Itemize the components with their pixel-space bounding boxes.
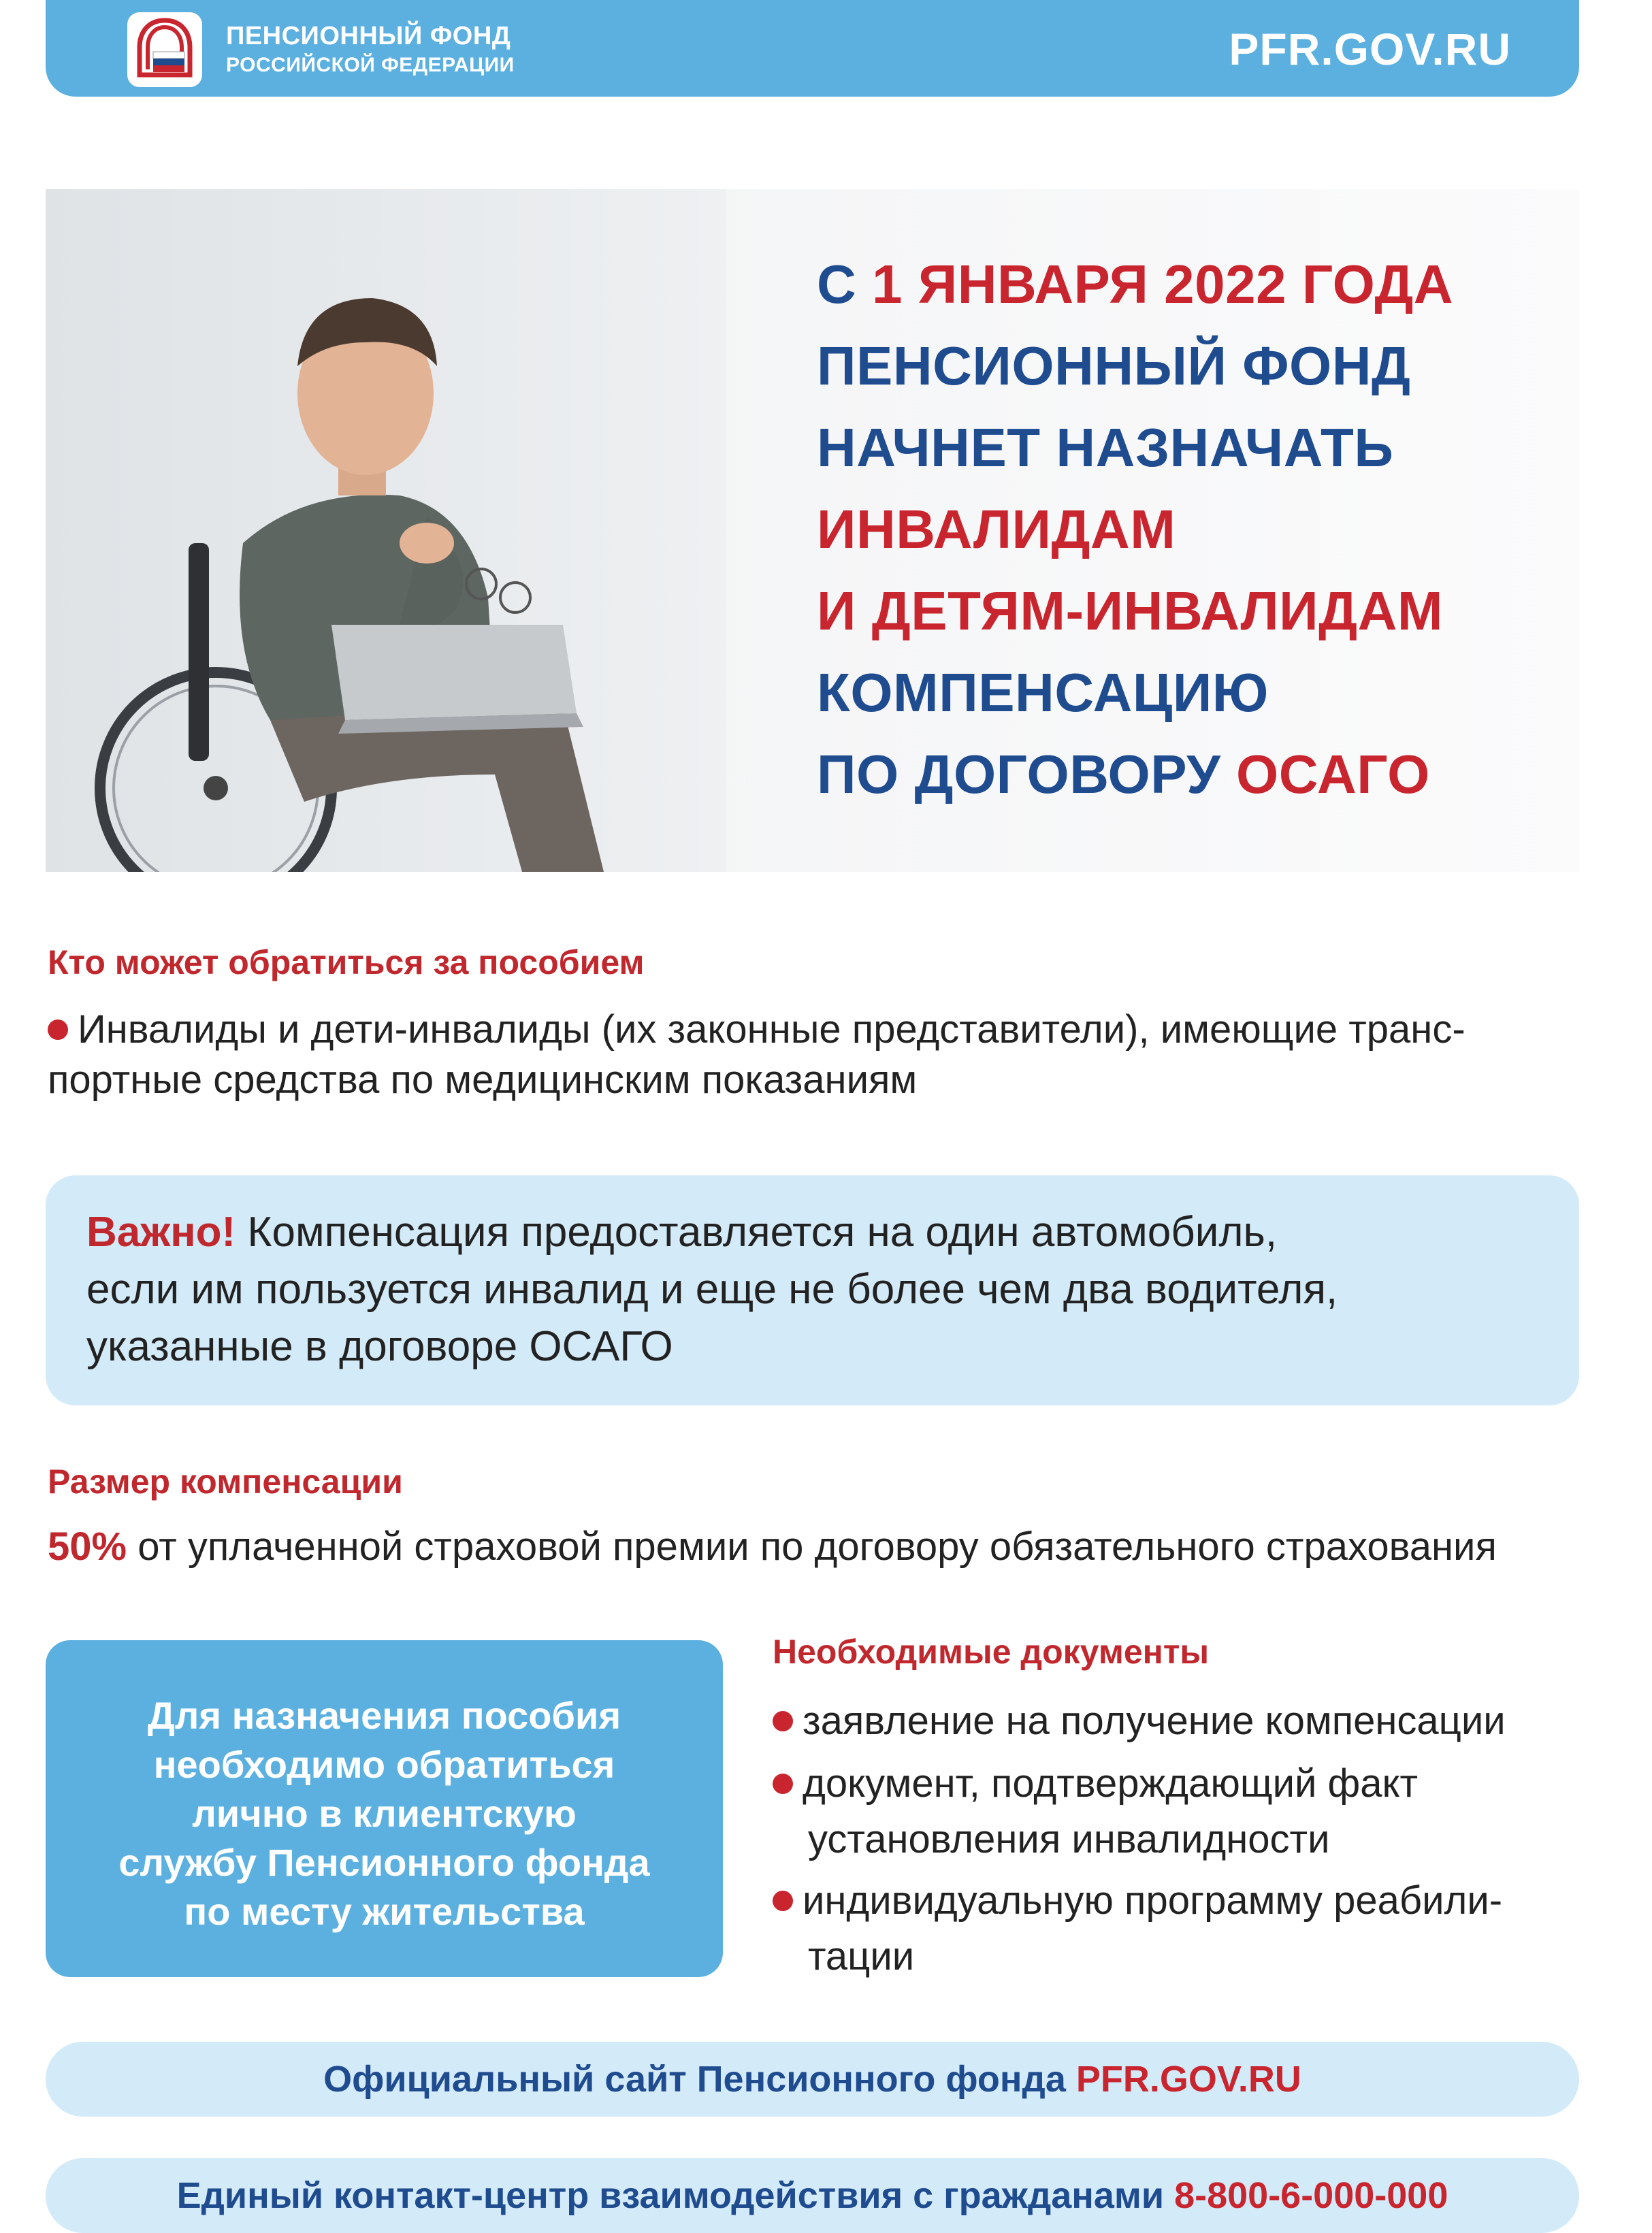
document-item: [773, 1873, 1589, 1985]
document-item-text-cont: установления инвалидности: [808, 1817, 1330, 1861]
hero-title-line5: И ДЕТЯМ-ИНВАЛИДАМ: [817, 581, 1444, 641]
org-name: [226, 20, 515, 79]
official-site-label: Официальный сайт Пенсионного фонда: [323, 2059, 1076, 2100]
important-line2: если им пользуется инвалид и еще не более чем два водителя,: [86, 1266, 1338, 1313]
hero-title: [817, 244, 1453, 815]
hero-title-line1: [817, 244, 1453, 325]
bullet-icon: [773, 1891, 793, 1911]
hero-title-line3: НАЧНЕТ НАЗНАЧАТЬ: [817, 417, 1394, 478]
document-item: [773, 1693, 1589, 1749]
apply-in-person-box: [46, 1640, 723, 1977]
hero-title-line4: ИНВАЛИДАМ: [817, 499, 1176, 559]
document-item: [773, 1756, 1589, 1868]
hero-title-prefix: С: [817, 254, 872, 314]
documents-heading: Необходимые документы: [773, 1633, 1210, 1671]
cta-line5: по месту жительства: [184, 1890, 585, 1933]
pfr-logo-icon: [127, 12, 202, 87]
official-site-link[interactable]: PFR.GOV.RU: [1075, 2059, 1301, 2100]
amount-percent: 50%: [48, 1525, 127, 1569]
hero-title-line7: [817, 734, 1453, 815]
hero-title-line2: ПЕНСИОННЫЙ ФОНД: [817, 336, 1411, 396]
contact-center-bar: [46, 2158, 1579, 2233]
header-bar: [46, 0, 1579, 97]
cta-line1: Для назначения пособия: [147, 1694, 621, 1737]
bullet-icon: [48, 1020, 68, 1040]
who-heading: Кто может обратиться за пособием: [48, 943, 645, 981]
amount-description: от уплаченной страховой премии по договору обязательного страхования: [127, 1525, 1497, 1569]
important-line1: [86, 1204, 1550, 1261]
header-site-link[interactable]: PFR.GOV.RU: [1229, 24, 1511, 74]
important-note: [46, 1175, 1579, 1405]
cta-line2: необходимо обратиться: [153, 1743, 615, 1786]
hero-title-line6: КОМПЕНСАЦИЮ: [817, 662, 1269, 723]
who-line1-text: Инвалиды и дети-инвалиды (их законные представители), имеющие транс-: [78, 1007, 1465, 1052]
contact-center-phone[interactable]: 8-800-6-000-000: [1174, 2175, 1448, 2216]
document-item-text: заявление на получение компенсации: [803, 1699, 1506, 1743]
amount-text: [48, 1522, 1613, 1572]
contact-center-label: Единый контакт-центр взаимодействия с гражданами: [176, 2175, 1175, 2216]
apply-in-person-text: [73, 1691, 696, 1936]
bullet-icon: [773, 1774, 793, 1794]
document-item-text: документ, подтверждающий факт: [803, 1761, 1419, 1806]
important-label: Важно!: [86, 1209, 236, 1256]
who-text: [48, 1005, 1586, 1105]
org-name-line2: РОССИЙСКОЙ ФЕДЕРАЦИИ: [226, 54, 515, 76]
who-line2: портные средства по медицинским показаниям: [48, 1058, 918, 1102]
hero-title-osago: ОСАГО: [1236, 744, 1430, 804]
man-in-wheelchair-photo: [46, 189, 726, 872]
official-site-bar: [46, 2042, 1579, 2117]
important-line3: указанные в договоре ОСАГО: [86, 1323, 673, 1370]
hero-title-date: 1 ЯНВАРЯ 2022 ГОДА: [872, 254, 1454, 314]
org-name-line1: ПЕНСИОННЫЙ ФОНД: [226, 22, 511, 50]
amount-heading: Размер компенсации: [48, 1463, 403, 1501]
cta-line3: лично в клиентскую: [192, 1792, 577, 1835]
bullet-icon: [773, 1711, 793, 1731]
important-text: [86, 1204, 1550, 1375]
who-line1: [48, 1005, 1586, 1055]
important-line1-text: Компенсация предоставляется на один автомобиль,: [236, 1209, 1278, 1256]
document-item-text-cont: тации: [808, 1934, 915, 1978]
hero-title-line7-prefix: ПО ДОГОВОРУ: [817, 744, 1236, 804]
document-item-text: индивидуальную программу реабили-: [803, 1878, 1503, 1923]
cta-line4: службу Пенсионного фонда: [118, 1841, 650, 1884]
hero-banner: [46, 189, 1579, 872]
